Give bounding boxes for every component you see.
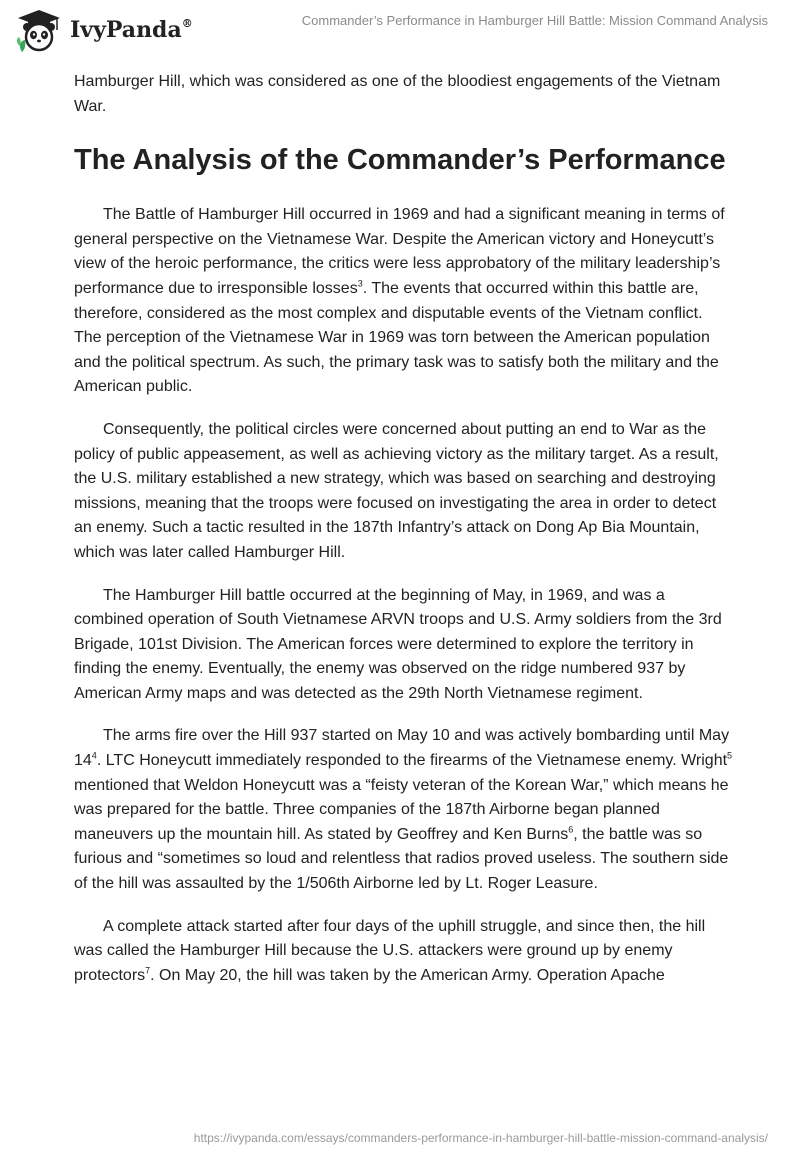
paragraph-5: A complete attack started after four days of the uphill struggle, and since then, the hill was called the Hamburger Hill because the U.S. attackers were ground up by enemy protectors$^7$. On May 20, the hill was taken by the American Army. Operation Apache — [74, 917, 706, 984]
panda-icon — [14, 8, 64, 54]
section-heading: The Analysis of the Commander’s Performance — [74, 144, 726, 177]
paragraph-2: Consequently, the political circles were concerned about putting an end to War as the policy of public appeasement, as well as achieving victory as the military target. As a result, the U.S. military established a new strategy, which was based on searching and destroying missions, meaning that the troops were focused on investigating the area in order to detect an enemy. Such a tactic resulted in the 187th Infantry’s attack on Dong Ap Bia Mountain, which was later called Hamburger Hill. — [74, 420, 719, 561]
intro-paragraph: Hamburger Hill, which was considered as one of the bloodiest engagements of the Vietnam War. — [74, 73, 721, 115]
page-header — [0, 0, 800, 60]
footnote-ref[interactable]: 3 — [357, 278, 363, 289]
footnote-ref[interactable]: 4 — [91, 750, 97, 761]
source-url-link[interactable]: https://ivypanda.com/essays/commanders-performance-in-hamburger-hill-battle-mission-command-analysis/ — [193, 1131, 768, 1145]
registered-mark: ® — [181, 16, 193, 30]
paragraph-3: The Hamburger Hill battle occurred at the beginning of May, in 1969, and was a combined operation of South Vietnamese ARVN troops and U.S. Army soldiers from the 3rd Brigade, 101st Division. The American forces were determined to explore the territory in finding the enemy. Eventually, the enemy was observed on the ridge numbered 937 by American Army maps and was detected as the 29th North Vietnamese regiment. — [74, 586, 722, 702]
footnote-ref[interactable]: 7 — [145, 965, 151, 976]
footnote-ref[interactable]: 6 — [568, 824, 574, 835]
header-document-title: Commander’s Performance in Hamburger Hill Battle: Mission Command Analysis — [301, 13, 768, 28]
paragraph-1: The Battle of Hamburger Hill occurred in 1969 and had a significant meaning in terms of general perspective on the Vietnamese War. Despite the American victory and Honeycutt’s view of the heroic performance, the critics were less approbatory of the military leadership’s performance due to irresponsible losses$^3$. The events that occurred within this battle are, therefore, considered as the most complex and disputable events of the Vietnam conflict. The perception of the Vietnamese War in 1969 was torn between the American population and the political spectrum. As such, the primary task was to satisfy both the military and the American public. — [74, 206, 725, 396]
footnote-ref[interactable]: 5 — [727, 750, 733, 761]
paragraph-4: The arms fire over the Hill 937 started on May 10 and was actively bombarding until May 14$^4$. LTC Honeycutt immediately responded to the firearms of the Vietnamese enemy. Wright$^5$ mentioned that Weldon Honeycutt was a “feisty veteran of the Korean War,” which means he was prepared for the battle. Three companies of the 187th Airborne began planned maneuvers up the mountain hill. As stated by Geoffrey and Ken Burns$^6$, the battle was so furious and “sometimes so loud and relentless that radios proved useless. The southern side of the hill was assaulted by the 1/506th Airborne led by Lt. Roger Leasure. — [74, 727, 733, 893]
logo-wordmark: IvyPanda® — [70, 16, 193, 43]
article-body — [74, 70, 734, 1006]
ivypanda-logo[interactable] — [14, 8, 193, 54]
